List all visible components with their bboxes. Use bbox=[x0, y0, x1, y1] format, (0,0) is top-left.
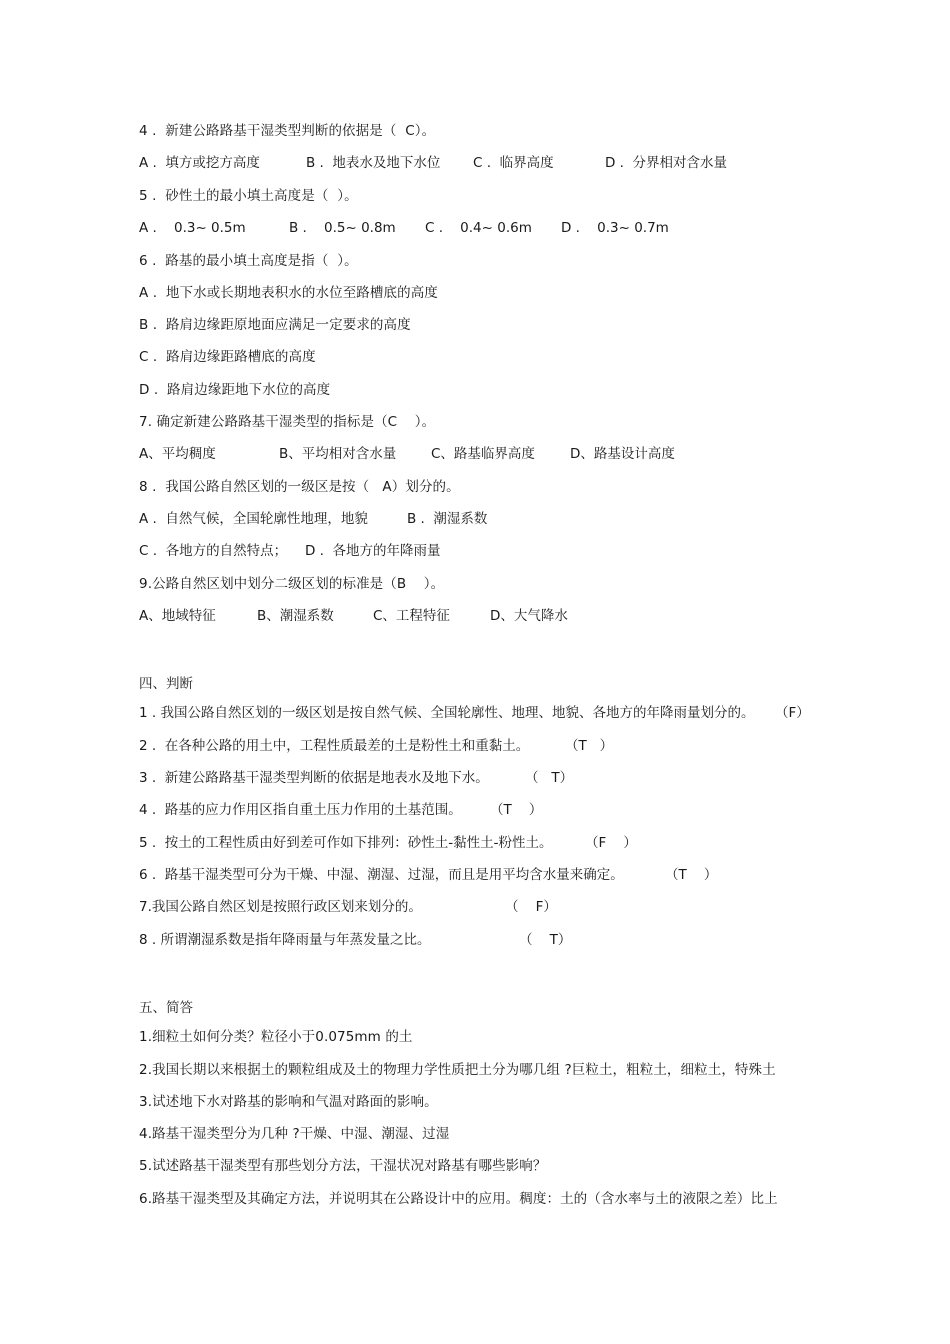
judge-text: 8 . 所谓潮湿系数是指年降雨量与年蒸发量之比。 bbox=[139, 932, 431, 948]
short-item-6: 6.路基干湿类型及其确定方法，并说明其在公路设计中的应用。稠度：土的（含水率与土的液限之差）比上 bbox=[139, 1191, 778, 1207]
short-item-1: 1.细粒土如何分类？粒径小于0.075mm 的土 bbox=[139, 1029, 413, 1045]
question-6-option-a: A . 地下水或长期地表积水的水位至路槽底的高度 bbox=[139, 285, 438, 301]
judge-heading: 四、判断 bbox=[139, 676, 193, 692]
judge-text: 6 . 路基干湿类型可分为干燥、中湿、潮湿、过湿，而且是用平均含水量来确定。 bbox=[139, 867, 624, 883]
judge-answer: （ F） bbox=[505, 899, 557, 915]
judge-answer: （ T） bbox=[525, 770, 574, 786]
question-7-options bbox=[139, 444, 839, 464]
question-5-stem: 5 . 砂性土的最小填土高度是（ ）。 bbox=[139, 188, 358, 204]
option-a: A . 0.3~ 0.5m bbox=[139, 220, 246, 236]
question-7-stem: 7. 确定新建公路路基干湿类型的指标是（C ）。 bbox=[139, 414, 436, 430]
judge-answer: （T ） bbox=[665, 867, 718, 883]
short-item-3: 3.试述地下水对路基的影响和气温对路面的影响。 bbox=[139, 1094, 438, 1110]
option-b: B、平均相对含水量 bbox=[279, 446, 397, 462]
question-6-option-b: B . 路肩边缘距原地面应满足一定要求的高度 bbox=[139, 317, 411, 333]
option-d: D、大气降水 bbox=[490, 608, 568, 624]
short-item-4: 4.路基干湿类型分为几种 ?干燥、中湿、潮湿、过湿 bbox=[139, 1126, 450, 1142]
question-5-options bbox=[139, 218, 839, 238]
option-b: B . 0.5~ 0.8m bbox=[289, 220, 396, 236]
judge-item-2 bbox=[139, 736, 819, 756]
short-item-2: 2.我国长期以来根据土的颗粒组成及土的物理力学性质把土分为哪几组 ?巨粒土，粗粒土，细粒土，特殊土 bbox=[139, 1062, 776, 1078]
option-c: C . 临界高度 bbox=[473, 155, 554, 171]
option-b: B . 地表水及地下水位 bbox=[306, 155, 441, 171]
short-heading: 五、简答 bbox=[139, 1000, 193, 1016]
question-8-options-line1 bbox=[139, 509, 839, 529]
judge-text: 7.我国公路自然区划是按照行政区划来划分的。 bbox=[139, 899, 422, 915]
judge-answer: （T ） bbox=[490, 802, 543, 818]
question-6-option-d: D . 路肩边缘距地下水位的高度 bbox=[139, 382, 331, 398]
judge-answer: （F） bbox=[775, 705, 810, 721]
option-a: A、地域特征 bbox=[139, 608, 216, 624]
question-6-stem: 6 . 路基的最小填土高度是指（ ）。 bbox=[139, 253, 358, 269]
question-4-options bbox=[139, 153, 839, 173]
judge-item-1 bbox=[139, 703, 819, 723]
question-6-option-c: C . 路肩边缘距路槽底的高度 bbox=[139, 349, 316, 365]
option-c: C . 0.4~ 0.6m bbox=[425, 220, 532, 236]
judge-text: 4 . 路基的应力作用区指自重土压力作用的土基范围。 bbox=[139, 802, 462, 818]
option-d: D . 分界相对含水量 bbox=[605, 155, 728, 171]
judge-item-7 bbox=[139, 897, 819, 917]
question-9-options bbox=[139, 606, 839, 626]
judge-text: 5 . 按土的工程性质由好到差可作如下排列：砂性土-黏性土-粉性土。 bbox=[139, 835, 553, 851]
option-c: C、路基临界高度 bbox=[431, 446, 535, 462]
question-8-stem: 8 . 我国公路自然区划的一级区是按（ A）划分的。 bbox=[139, 479, 460, 495]
judge-item-5 bbox=[139, 833, 819, 853]
question-4-stem: 4 . 新建公路路基干湿类型判断的依据是（ C）。 bbox=[139, 123, 436, 139]
judge-text: 2 . 在各种公路的用土中，工程性质最差的土是粉性土和重黏土。 bbox=[139, 738, 530, 754]
judge-item-6 bbox=[139, 865, 819, 885]
judge-answer: （F ） bbox=[585, 835, 637, 851]
judge-item-8 bbox=[139, 930, 819, 950]
question-9-stem: 9.公路自然区划中划分二级区划的标准是（B ）。 bbox=[139, 576, 445, 592]
short-item-5: 5.试述路基干湿类型有那些划分方法，干湿状况对路基有哪些影响？ bbox=[139, 1158, 547, 1174]
judge-text: 1 . 我国公路自然区划的一级区划是按自然气候、全国轮廓性、地理、地貌、各地方的年降雨量划分的。 bbox=[139, 705, 755, 721]
option-d: D、路基设计高度 bbox=[570, 446, 675, 462]
judge-item-4 bbox=[139, 800, 819, 820]
judge-answer: （ T） bbox=[519, 932, 572, 948]
option-d: D . 0.3~ 0.7m bbox=[561, 220, 669, 236]
option-a: A . 自然气候，全国轮廓性地理，地貌 bbox=[139, 511, 368, 527]
option-a: A . 填方或挖方高度 bbox=[139, 155, 260, 171]
option-b: B . 潮湿系数 bbox=[407, 511, 488, 527]
question-8-options-line2 bbox=[139, 541, 839, 561]
option-b: B、潮湿系数 bbox=[257, 608, 334, 624]
judge-answer: （T ） bbox=[565, 738, 614, 754]
option-d: D . 各地方的年降雨量 bbox=[305, 543, 441, 559]
judge-text: 3 . 新建公路路基干湿类型判断的依据是地表水及地下水。 bbox=[139, 770, 489, 786]
option-c: C、工程特征 bbox=[373, 608, 450, 624]
option-a: A、平均稠度 bbox=[139, 446, 216, 462]
option-c: C . 各地方的自然特点； bbox=[139, 543, 288, 559]
judge-item-3 bbox=[139, 768, 819, 788]
